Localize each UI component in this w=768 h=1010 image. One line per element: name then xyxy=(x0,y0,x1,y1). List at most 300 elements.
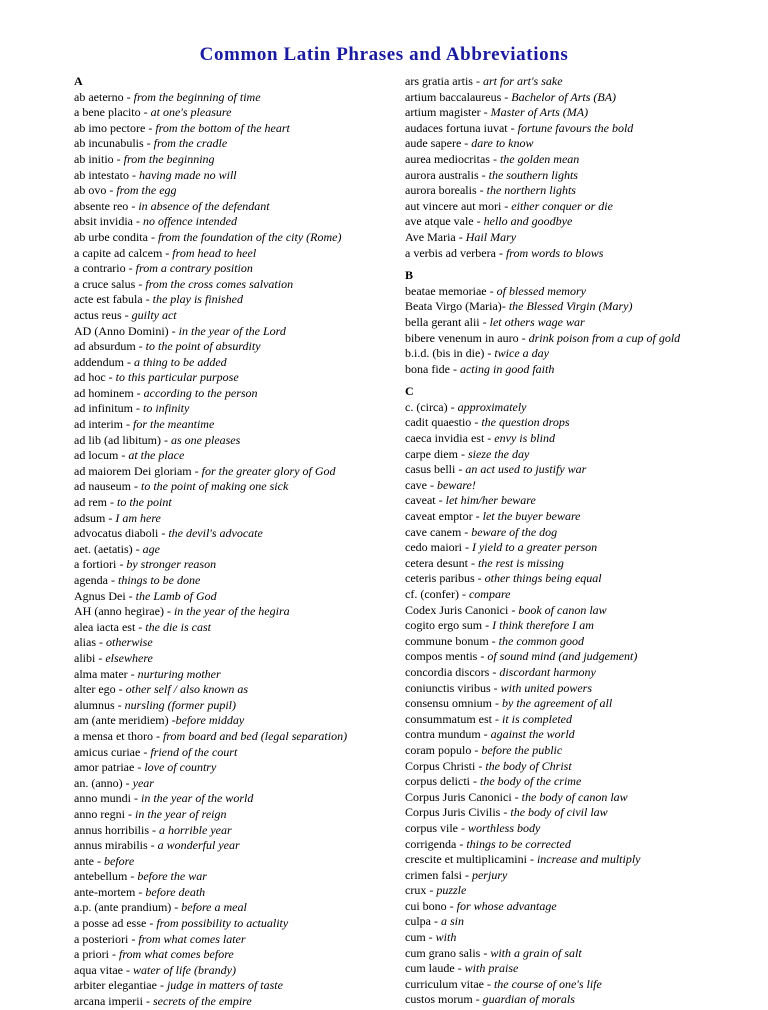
phrase-definition: from the beginning xyxy=(123,151,215,166)
phrase-term: ad maiorem Dei gloriam xyxy=(74,463,192,478)
phrase-term: a posse ad esse xyxy=(74,916,147,931)
separator: - xyxy=(455,462,466,477)
phrase-entry xyxy=(405,774,735,790)
phrase-entry xyxy=(405,315,735,331)
separator: - xyxy=(133,401,143,416)
phrase-term: ad hominem xyxy=(74,385,134,400)
phrase-definition: things to be done xyxy=(117,573,201,587)
phrase-definition: the body of Christ xyxy=(485,758,572,773)
separator: - xyxy=(142,994,153,1009)
phrase-entry xyxy=(405,805,735,821)
phrase-entry xyxy=(74,667,394,683)
phrase-definition: the Blessed Virgin (Mary) xyxy=(508,299,633,314)
phrase-definition: it is completed xyxy=(502,711,572,726)
separator: - xyxy=(123,89,134,104)
separator: - xyxy=(518,330,529,345)
phrase-entry xyxy=(74,589,394,605)
phrase-term: ab urbe condita xyxy=(74,229,148,244)
separator: - xyxy=(105,510,116,525)
phrase-definition: from the cross comes salvation xyxy=(145,276,294,291)
phrase-entry xyxy=(74,339,394,355)
phrase-entry xyxy=(74,448,394,464)
phrase-term: a capite ad calcem xyxy=(74,245,163,260)
phrase-term: custos morum xyxy=(405,992,473,1007)
phrase-term: AD (Anno Domini) xyxy=(74,323,169,338)
phrase-term: bona fide xyxy=(405,361,450,376)
phrase-entry xyxy=(405,618,735,634)
phrase-entry xyxy=(74,183,394,199)
separator: - xyxy=(431,914,441,929)
separator: - xyxy=(458,820,468,835)
phrase-term: consensu omnium xyxy=(405,696,492,711)
phrase-term: ad infinitum xyxy=(74,401,133,416)
separator: - xyxy=(461,136,472,151)
phrase-term: absente reo xyxy=(74,198,129,213)
separator: - xyxy=(454,961,465,976)
phrase-entry xyxy=(405,105,735,121)
separator: - xyxy=(484,346,495,361)
phrase-entry xyxy=(74,963,394,979)
separator: - xyxy=(456,836,467,851)
phrase-definition: the question drops xyxy=(481,415,570,430)
phrase-entry xyxy=(405,214,735,230)
phrase-entry xyxy=(74,932,394,948)
phrase-term: aurora australis xyxy=(405,167,479,182)
separator: - xyxy=(140,744,151,759)
phrase-definition: drink poison from a cup of gold xyxy=(528,330,681,345)
phrase-definition: let him/her beware xyxy=(445,493,536,508)
phrase-term: casus belli xyxy=(405,462,456,477)
phrase-entry xyxy=(405,199,735,215)
separator: - xyxy=(130,479,141,494)
phrase-term: ave atque vale xyxy=(405,214,474,229)
phrase-entry xyxy=(405,431,735,447)
phrase-entry xyxy=(405,992,735,1008)
phrase-definition: at the place xyxy=(128,448,185,463)
phrase-definition: in the year of the hegira xyxy=(173,604,290,619)
separator: - xyxy=(471,742,482,757)
phrase-term: caveat xyxy=(405,493,436,508)
separator: - xyxy=(461,540,472,555)
phrase-term: Ave Maria xyxy=(405,229,456,244)
phrase-term: antebellum xyxy=(74,869,128,884)
phrase-entry xyxy=(74,916,394,932)
phrase-term: ab incunabulis xyxy=(74,136,144,151)
phrase-entry xyxy=(405,665,735,681)
phrase-term: ad hoc xyxy=(74,370,106,385)
separator: - xyxy=(132,541,143,556)
phrase-entry xyxy=(405,587,735,603)
phrase-entry xyxy=(74,978,394,994)
phrase-entry xyxy=(74,698,394,714)
phrase-term: corrigenda xyxy=(405,836,457,851)
separator: - xyxy=(115,682,126,697)
separator: - xyxy=(128,198,139,213)
phrase-definition: let others wage war xyxy=(489,314,585,329)
phrase-term: cui bono xyxy=(405,898,447,913)
phrase-term: advocatus diaboli xyxy=(74,526,159,541)
separator: - xyxy=(158,526,169,541)
phrase-entry xyxy=(405,152,735,168)
phrase-definition: increase and multiply xyxy=(536,852,641,867)
separator: - xyxy=(501,89,512,104)
phrase-entry xyxy=(74,869,394,885)
phrase-definition: in the year of the Lord xyxy=(178,323,286,338)
phrase-definition: from words to blows xyxy=(505,245,604,260)
phrase-term: aet. (aetatis) xyxy=(74,541,133,556)
phrase-entry xyxy=(405,230,735,246)
phrase-definition: for the greater glory of God xyxy=(201,463,336,478)
separator: - xyxy=(149,822,159,837)
separator: - xyxy=(478,167,489,182)
phrase-entry xyxy=(74,682,394,698)
phrase-definition: having made no will xyxy=(138,167,237,182)
phrase-definition: age xyxy=(142,541,160,556)
phrase-entry xyxy=(405,121,735,137)
phrase-entry xyxy=(405,331,735,347)
phrase-term: aurora borealis xyxy=(405,183,477,198)
phrase-definition: worthless body xyxy=(468,820,541,835)
phrase-definition: in absence of the defendant xyxy=(138,198,270,213)
phrase-definition: of blessed memory xyxy=(496,283,586,298)
phrase-entry xyxy=(74,745,394,761)
separator: - xyxy=(458,587,469,601)
phrase-entry xyxy=(74,277,394,293)
phrase-entry xyxy=(74,557,394,573)
separator: - xyxy=(135,276,146,291)
phrase-definition: according to the person xyxy=(143,385,258,400)
phrase-term: an. (anno) xyxy=(74,775,123,790)
phrase-term: corpus vile xyxy=(405,820,458,835)
separator: - xyxy=(489,664,500,679)
phrase-term: bibere venenum in auro xyxy=(405,330,519,345)
phrase-entry xyxy=(74,105,394,121)
phrase-term: ab initio xyxy=(74,151,114,166)
phrase-definition: from possibility to actuality xyxy=(156,916,289,931)
phrase-entry xyxy=(74,433,394,449)
phrase-entry xyxy=(405,837,735,853)
phrase-entry xyxy=(405,961,735,977)
phrase-entry xyxy=(74,791,394,807)
phrase-entry xyxy=(405,556,735,572)
phrase-term: alma mater xyxy=(74,666,128,681)
separator: - xyxy=(472,74,483,88)
separator: - xyxy=(511,789,522,804)
phrase-entry xyxy=(405,727,735,743)
phrase-entry xyxy=(405,712,735,728)
section xyxy=(405,268,735,377)
phrase-term: ad lib (ad libitum) xyxy=(74,432,161,447)
phrase-entry xyxy=(405,821,735,837)
phrase-term: amicus curiae xyxy=(74,744,141,759)
separator: - xyxy=(152,728,163,743)
phrase-term: coram populo xyxy=(405,742,472,757)
phrase-entry xyxy=(74,199,394,215)
phrase-term: cedo maiori xyxy=(405,540,462,555)
phrase-definition: from what comes later xyxy=(138,931,246,946)
phrase-definition: the common good xyxy=(498,633,584,648)
separator: - xyxy=(469,774,480,789)
phrase-term: ad interim xyxy=(74,417,123,432)
phrase-definition: guilty act xyxy=(131,307,177,322)
phrase-term: arbiter elegantiae xyxy=(74,978,157,993)
phrase-term: ceteris paribus xyxy=(405,571,475,586)
phrase-term: a mensa et thoro xyxy=(74,728,153,743)
phrase-term: a fortiori xyxy=(74,557,117,572)
phrase-definition: from a contrary position xyxy=(135,261,253,276)
phrase-term: Corpus Christi xyxy=(405,758,476,773)
phrase-entry xyxy=(74,246,394,262)
phrase-term: beatae memoriae xyxy=(405,283,487,298)
separator: - xyxy=(484,431,495,446)
phrase-term: cetera desunt xyxy=(405,555,468,570)
phrase-term: ad nauseum xyxy=(74,479,131,494)
phrase-entry xyxy=(74,168,394,184)
separator: - xyxy=(489,151,500,166)
phrase-term: alter ego xyxy=(74,682,116,697)
phrase-entry xyxy=(74,885,394,901)
phrase-term: caveat emptor xyxy=(405,509,473,524)
phrase-entry xyxy=(405,400,735,416)
phrase-entry xyxy=(405,509,735,525)
phrase-entry xyxy=(74,807,394,823)
phrase-definition: otherwise xyxy=(106,635,153,650)
phrase-entry xyxy=(74,355,394,371)
separator: - xyxy=(124,354,134,369)
separator: - xyxy=(127,666,138,681)
separator: - xyxy=(480,727,491,742)
separator: - xyxy=(140,105,151,120)
phrase-term: artium magister xyxy=(405,105,481,120)
separator: - xyxy=(135,339,146,354)
separator: - xyxy=(447,399,458,414)
separator: - xyxy=(473,214,484,229)
phrase-term: alumnus xyxy=(74,697,115,712)
phrase-entry xyxy=(405,168,735,184)
separator: - xyxy=(135,884,146,899)
phrase-entry xyxy=(74,620,394,636)
separator: - xyxy=(435,493,446,508)
phrase-definition: a horrible year xyxy=(159,822,232,837)
phrase-term: curriculum vitae xyxy=(405,976,484,991)
separator: - xyxy=(125,588,136,603)
phrase-entry xyxy=(405,136,735,152)
phrase-entry xyxy=(74,479,394,495)
phrase-entry xyxy=(405,415,735,431)
phrase-definition: art for art's sake xyxy=(482,74,563,88)
phrase-definition: beware of the dog xyxy=(471,524,558,539)
phrase-entry xyxy=(74,370,394,386)
phrase-term: cadit quaestio xyxy=(405,415,472,430)
phrase-entry xyxy=(405,183,735,199)
phrase-definition: from the foundation of the city (Rome) xyxy=(157,229,342,244)
separator: - xyxy=(501,198,512,213)
separator: - xyxy=(127,869,138,884)
separator: - xyxy=(128,931,139,946)
phrase-definition: the Lamb of God xyxy=(135,588,217,603)
separator: - xyxy=(171,900,182,915)
phrase-definition: the rest is missing xyxy=(477,555,564,570)
phrase-entry xyxy=(74,230,394,246)
separator: - xyxy=(483,976,494,991)
phrase-definition: fortune favours the bold xyxy=(517,120,634,135)
phrase-entry xyxy=(405,868,735,884)
separator: - xyxy=(446,898,457,913)
phrase-definition: guardian of morals xyxy=(482,992,575,1007)
phrase-entry xyxy=(74,386,394,402)
phrase-entry xyxy=(74,635,394,651)
section-letter-heading: C xyxy=(405,384,414,399)
phrase-term: ante xyxy=(74,853,94,868)
section xyxy=(405,74,735,261)
phrase-term: anno mundi xyxy=(74,791,131,806)
phrase-definition: secrets of the empire xyxy=(152,994,252,1009)
phrase-term: a.p. (ante prandium) xyxy=(74,900,172,915)
separator: - xyxy=(96,635,106,650)
separator: - xyxy=(488,633,499,648)
phrase-entry xyxy=(74,838,394,854)
phrase-entry xyxy=(74,261,394,277)
phrase-term: crimen falsi xyxy=(405,867,462,882)
phrase-entry xyxy=(74,713,394,729)
phrase-term: acte est fabula xyxy=(74,292,143,307)
separator: - xyxy=(146,916,157,931)
separator: - xyxy=(492,696,502,711)
phrase-entry xyxy=(405,462,735,478)
phrase-entry xyxy=(405,930,735,946)
phrase-entry xyxy=(74,292,394,308)
separator: - xyxy=(122,775,133,790)
phrase-definition: to the point of making one sick xyxy=(140,479,289,494)
phrase-entry xyxy=(74,729,394,745)
phrase-entry xyxy=(405,681,735,697)
phrase-term: a bene placito xyxy=(74,105,141,120)
phrase-definition: Bachelor of Arts (BA) xyxy=(511,89,617,104)
phrase-term: cave canem xyxy=(405,524,462,539)
phrase-term: carpe diem xyxy=(405,446,458,461)
phrase-definition: either conquer or die xyxy=(511,198,613,213)
phrase-term: cum xyxy=(405,930,426,945)
phrase-term: alias xyxy=(74,635,96,650)
separator: - xyxy=(94,853,104,868)
phrase-definition: as one pleases xyxy=(170,432,241,447)
separator: - xyxy=(133,214,143,229)
phrase-definition: from head to heel xyxy=(172,245,257,260)
phrase-entry xyxy=(405,571,735,587)
phrase-entry xyxy=(74,994,394,1010)
separator: - xyxy=(461,524,472,539)
separator: - xyxy=(482,618,493,633)
separator: - xyxy=(118,448,129,463)
phrase-term: concordia discors xyxy=(405,664,490,679)
phrase-term: annus horribilis xyxy=(74,822,149,837)
phrase-definition: at one's pleasure xyxy=(150,105,232,120)
phrase-term: aut vincere aut mori xyxy=(405,198,502,213)
phrase-entry xyxy=(405,914,735,930)
phrase-term: aude sapere xyxy=(405,136,462,151)
phrase-term: Beata Virgo (Maria) xyxy=(405,299,502,314)
phrase-term: ab aeterno xyxy=(74,89,124,104)
phrase-definition: love of country xyxy=(144,760,217,775)
phrase-definition: nursling (former pupil) xyxy=(124,697,237,712)
phrase-definition: the course of one's life xyxy=(493,976,602,991)
phrase-definition: envy is blind xyxy=(494,431,555,446)
separator: - xyxy=(449,361,460,376)
phrase-term: arcana imperii xyxy=(74,994,143,1009)
separator: - xyxy=(106,183,117,198)
phrase-definition: perjury xyxy=(471,867,508,882)
phrase-entry xyxy=(74,324,394,340)
phrase-definition: water of life (brandy) xyxy=(132,962,236,977)
phrase-definition: to this particular purpose xyxy=(115,370,239,385)
phrase-entry xyxy=(74,136,394,152)
phrase-definition: I am here xyxy=(115,510,161,525)
phrase-definition: judge in matters of taste xyxy=(166,978,283,993)
phrase-entry xyxy=(405,246,735,262)
phrase-definition: with a grain of salt xyxy=(490,945,582,960)
phrase-definition: twice a day xyxy=(494,346,549,361)
phrase-definition: hello and goodbye xyxy=(483,214,573,229)
phrase-term: addendum xyxy=(74,354,124,369)
phrase-definition: by stronger reason xyxy=(126,557,217,572)
separator: - xyxy=(477,649,488,664)
phrase-definition: friend of the court xyxy=(150,744,238,759)
phrase-definition: puzzle xyxy=(436,883,467,898)
separator: - xyxy=(163,604,174,619)
phrase-term: ab ovo xyxy=(74,183,107,198)
phrase-definition: in the year of the world xyxy=(141,791,254,806)
phrase-definition: dare to know xyxy=(471,136,534,151)
separator: - xyxy=(106,495,117,510)
phrase-term: consummatum est xyxy=(405,711,492,726)
separator: - xyxy=(425,930,436,945)
phrase-entry xyxy=(405,478,735,494)
separator: - xyxy=(156,978,167,993)
separator: - xyxy=(476,183,487,198)
phrase-definition: before midday xyxy=(175,713,245,728)
separator: - xyxy=(474,571,485,586)
separator: - xyxy=(162,245,173,260)
separator: - xyxy=(131,791,141,806)
separator: - xyxy=(508,602,519,617)
phrase-definition: a wonderful year xyxy=(157,838,240,853)
phrase-term: bella gerant alii xyxy=(405,314,480,329)
phrase-term: a cruce salus xyxy=(74,276,136,291)
separator: - xyxy=(461,867,472,882)
separator: - xyxy=(191,463,202,478)
phrase-term: absit invidia xyxy=(74,214,133,229)
phrase-entry xyxy=(405,362,735,378)
phrase-term: anno regni xyxy=(74,806,125,821)
separator: - xyxy=(142,292,153,307)
separator: - xyxy=(135,619,146,634)
phrase-term: a posteriori xyxy=(74,931,129,946)
phrase-definition: things to be corrected xyxy=(466,836,571,851)
separator: - xyxy=(490,680,501,695)
phrase-term: ab intestato xyxy=(74,167,129,182)
phrase-term: Agnus Dei xyxy=(74,588,126,603)
phrase-entry xyxy=(405,899,735,915)
phrase-term: AH (anno hegirae) xyxy=(74,604,164,619)
phrase-definition: the play is finished xyxy=(152,292,243,307)
separator: - xyxy=(479,314,490,329)
phrase-term: culpa xyxy=(405,914,431,929)
separator: - xyxy=(160,432,171,447)
phrase-definition: from the egg xyxy=(116,183,177,198)
phrase-definition: elsewhere xyxy=(105,650,153,665)
phrase-entry xyxy=(405,946,735,962)
phrase-definition: from the beginning of time xyxy=(133,89,261,104)
